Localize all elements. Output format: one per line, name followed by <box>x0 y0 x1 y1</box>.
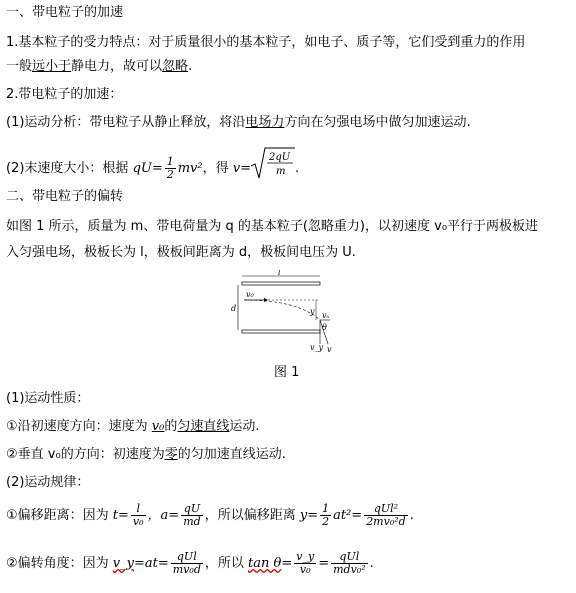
label-v: v <box>327 345 332 354</box>
section1-para1b <box>6 58 192 76</box>
label-v0: v₀ <box>246 290 254 299</box>
formula-vy: v_y <box>112 556 134 571</box>
svg-text:m: m <box>276 166 286 177</box>
text: . <box>409 508 414 523</box>
section1-para4 <box>6 146 299 191</box>
text: 一般 <box>6 59 33 74</box>
text: . <box>295 161 300 176</box>
fraction: $\frac{1}{2}$ <box>166 155 174 181</box>
formula: = <box>281 556 293 571</box>
formula-tan: tan θ <box>248 556 282 571</box>
formula-qU: qU= <box>132 161 163 176</box>
text: 的 <box>164 419 178 434</box>
label-y: y <box>310 307 315 316</box>
text: ②偏转角度：因为 <box>6 556 109 571</box>
fraction: $\frac{\text{qUl}}{\text{mdv₀²}}$ <box>333 550 366 576</box>
law-item-1 <box>6 500 414 532</box>
section1-para2: 2.带电粒子的加速： <box>6 87 123 102</box>
underlined-text: 忽略 <box>162 59 189 74</box>
formula: =at= <box>134 556 169 571</box>
label-d: d <box>231 304 237 313</box>
fraction: $\frac{\text{qUl}}{\text{mv₀d}}$ <box>172 550 201 576</box>
text: ①偏移距离：因为 <box>6 508 109 523</box>
trajectory-curve <box>244 300 320 320</box>
formula: ，a= <box>147 508 180 523</box>
fraction: $\frac{qU}{md}$ <box>183 502 201 528</box>
text: 静电力，故可以 <box>71 59 163 74</box>
formula: = <box>318 556 330 571</box>
section2-para2: 入匀强电场，极板长为 l，极板间距离为 d，极板间电压为 U. <box>6 245 356 260</box>
text: (2)末速度大小：根据 <box>6 161 129 176</box>
fraction: $\frac{1}{2}$ <box>322 502 330 528</box>
section1-para3 <box>6 114 471 132</box>
fraction: $\frac{\text{qUl²}}{\text{2mv₀²d}}$ <box>366 502 406 528</box>
label-l: l <box>278 270 281 277</box>
figure-caption: 图 1 <box>274 365 300 380</box>
formula: at²= <box>333 508 363 523</box>
underlined-text: v₀ <box>151 419 165 434</box>
label-vy: v_y <box>310 343 324 352</box>
underlined-text: 零 <box>164 447 178 462</box>
formula: t= <box>112 508 129 523</box>
figure-1-diagram <box>228 270 332 358</box>
section1-title: 一、带电粒子的加速 <box>6 5 124 20</box>
text: ，所以 <box>204 556 244 571</box>
svg-text:2qU: 2qU <box>269 152 291 163</box>
bottom-plate <box>242 330 320 333</box>
underlined-text: 电场力 <box>245 115 285 130</box>
text: ①沿初速度方向：速度为 <box>6 419 148 434</box>
text: . <box>188 59 193 74</box>
motion-item-2 <box>6 446 286 464</box>
text: ，得 <box>202 161 229 176</box>
section2-title: 二、带电粒子的偏转 <box>6 189 124 204</box>
formula-v: v= <box>232 161 252 176</box>
underlined-text: 匀速直线 <box>177 419 230 434</box>
law-item-2 <box>6 548 374 580</box>
section2-para1: 如图 1 所示，质量为 m、带电荷量为 q 的基本粒子(忽略重力)，以初速度 v₀平行于两极板进 <box>6 219 539 234</box>
law-title: (2)运动规律： <box>6 475 90 490</box>
section1-para1: 1.基本粒子的受力特点：对于质量很小的基本粒子，如电子、质子等，它们受到重力的作用 <box>6 35 526 50</box>
formula-mv2: mv² <box>177 161 203 176</box>
text: 方向在匀强电场中做匀加速运动. <box>284 115 471 130</box>
text: 运动. <box>229 419 260 434</box>
motion-item-1 <box>6 418 260 436</box>
text: (1)运动分析：带电粒子从静止释放，将沿 <box>6 115 246 130</box>
text: ，所以偏移距离 <box>204 508 296 523</box>
formula: y= <box>299 508 319 523</box>
fraction: $\frac{l}{\text{v₀}}$ <box>132 502 144 528</box>
text: . <box>369 556 374 571</box>
sqrt-formula <box>251 146 295 191</box>
v0-arrowhead <box>264 298 268 302</box>
underlined-text: 远小于 <box>32 59 72 74</box>
label-vx: vₓ <box>322 311 330 320</box>
top-plate <box>242 282 320 285</box>
fraction: $\frac{v\_y}{\text{v₀}}$ <box>296 550 315 576</box>
motion-title: (1)运动性质： <box>6 391 90 406</box>
text: 的匀加速直线运动. <box>177 447 286 462</box>
label-theta: θ <box>322 323 327 332</box>
text: ②垂直 v₀的方向：初速度为 <box>6 447 165 462</box>
